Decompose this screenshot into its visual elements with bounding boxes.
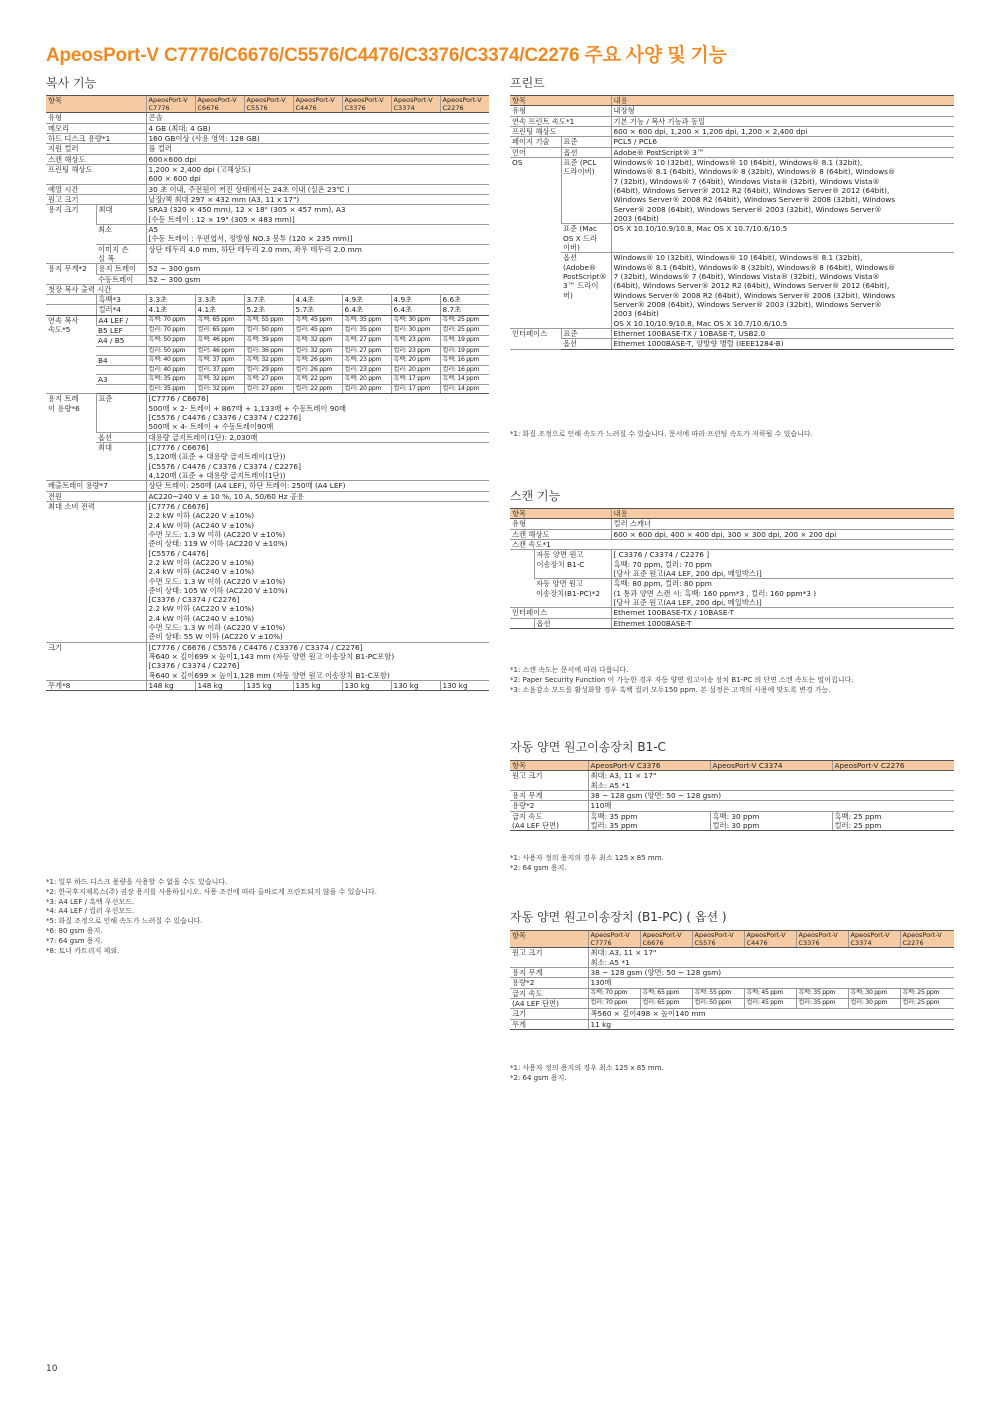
table-row: 스캔 속도*1 bbox=[510, 539, 954, 549]
table-row: 유형 컬러 스캐너 bbox=[510, 519, 954, 529]
b1pc-spec-table bbox=[510, 930, 954, 1030]
speed-label-line: 속도*5 bbox=[48, 325, 71, 335]
table-row: 스캔 해상도 600×600 dpi bbox=[46, 154, 489, 164]
speed-value-cell: 흑백: 39 ppm bbox=[244, 336, 293, 346]
table-row: 스캔 해상도 600 × 600 dpi, 400 × 400 dpi, 300 × 300 dpi, 200 × 200 dpi bbox=[510, 529, 954, 539]
table-row: 급지 속도 (A4 LEF 단면) 흑백: 35 ppm 컬러: 35 ppm 흑백: 30 ppm 컬러: 30 ppm 흑백: 25 ppm 컬러: 25 ppm bbox=[510, 811, 954, 831]
value-cell: 컬러: 65 ppm bbox=[640, 998, 692, 1008]
value-cell: 컬러: 70 ppm bbox=[588, 998, 640, 1008]
model-header-cell: ApeosPort-V C3374 bbox=[391, 96, 440, 113]
table-row bbox=[46, 375, 489, 385]
speed-value-cell: 컬러: 40 ppm bbox=[146, 366, 195, 375]
header-cell: 항목 bbox=[510, 931, 588, 948]
text-line: 7 (32bit), Windows® 7 (64bit), Windows Vista® (32bit), Windows Vista® bbox=[613, 271, 880, 281]
table-row: 용량*2 110매 bbox=[510, 801, 954, 811]
speed-value-cell: 흑백: 32 ppm bbox=[293, 336, 342, 346]
text-line: Windows® 8.1 (64bit), Windows® 8 (32bit), Windows® 8 (64bit), Windows® bbox=[613, 167, 896, 177]
speed-value-cell: 흑백: 35 ppm bbox=[146, 375, 195, 385]
value-cell: 148 kg bbox=[195, 681, 244, 691]
table-row: 용량*2 130매 bbox=[510, 978, 954, 988]
table-row: 옵션 Ethernet 1000BASE-T, 양방향 병렬 (IEEE1284-B) bbox=[510, 339, 954, 349]
value-cell: 135 kg bbox=[293, 681, 342, 691]
table-row: 하드 디스크 용량*1 160 GB이상 (사용 영역: 128 GB) bbox=[46, 133, 489, 143]
table-row: 이미지 손 실 폭 상단 테두리 4.0 mm, 하단 테두리 2.0 mm, 좌우 테두리 2.0 mm bbox=[46, 244, 489, 264]
text-line: *1: 스캔 속도는 문서에 따라 다릅니다. bbox=[510, 666, 629, 674]
table-row: 용지 무게 38 ~ 128 gsm (양면: 50 ~ 128 gsm) bbox=[510, 790, 954, 800]
table-row: 인터페이스 Ethernet 100BASE-TX / 10BASE-T bbox=[510, 608, 954, 618]
table-row: 용지 무게 38 ~ 128 gsm (양면: 50 ~ 128 gsm) bbox=[510, 967, 954, 977]
speed-label-line: 연속 복사 bbox=[48, 315, 79, 325]
b1pc-table-header bbox=[510, 931, 954, 948]
table-row: 흑백*3 3.3초 3.3초 3.7초 4.4초 4.9초 4.9초 6.6초 bbox=[46, 295, 489, 305]
text-line: Windows Server® 2008 R2 (64bit), Windows Server® 2008 (32bit), Windows bbox=[613, 195, 896, 205]
text-line: 2003 (64bit) bbox=[613, 213, 659, 223]
model-header-cell: ApeosPort-V C5576 bbox=[244, 96, 293, 113]
text-line: 2003 (64bit) bbox=[613, 309, 659, 319]
copy-footnotes bbox=[46, 878, 377, 956]
scan-table-header: 항목 내용 bbox=[510, 509, 954, 519]
text-line: *2: 64 gsm 용지. bbox=[510, 863, 567, 872]
model-header-cell: ApeosPort-V C3376 bbox=[796, 931, 848, 948]
speed-value-cell: 컬러: 19 ppm bbox=[440, 346, 489, 355]
header-cell: 항목 bbox=[46, 96, 146, 113]
text-line: *7: 64 gsm 용지. bbox=[46, 936, 103, 945]
value-cell: 흑백: 25 ppm bbox=[900, 988, 954, 998]
speed-value-cell: 컬러: 50 ppm bbox=[244, 326, 293, 336]
value-cell: 4.9초 bbox=[391, 295, 440, 305]
table-row bbox=[46, 366, 489, 375]
table-row bbox=[46, 385, 489, 394]
table-row: 전원 AC220~240 V ± 10 %, 10 A, 50/60 Hz 공용 bbox=[46, 491, 489, 501]
table-row: 옵션 Ethernet 1000BASE-T bbox=[510, 618, 954, 628]
paper-size-cell bbox=[96, 346, 146, 355]
table-row: 언어 옵션 Adobe® PostScript® 3™ bbox=[510, 147, 954, 157]
value-cell: 6.4초 bbox=[342, 305, 391, 315]
text-line: Windows® 10 (32bit), Windows® 10 (64bit), Windows® 8.1 (32bit), bbox=[613, 157, 863, 167]
scan-heading: 스캔 기능 bbox=[510, 489, 561, 503]
speed-value-cell: 컬러: 25 ppm bbox=[440, 326, 489, 336]
speed-value-cell: 흑백: 25 ppm bbox=[440, 315, 489, 325]
print-table-header: 항목 내용 bbox=[510, 96, 954, 106]
model-header-cell: ApeosPort-V C2276 bbox=[900, 931, 954, 948]
model-header-cell: ApeosPort-V C6676 bbox=[195, 96, 244, 113]
text-line: 수면 모드: 1.3 W 이하 (AC220 V ±10%) bbox=[148, 623, 286, 633]
speed-value-cell: 컬러: 14 ppm bbox=[440, 385, 489, 394]
value-cell: 흑백: 70 ppm bbox=[588, 988, 640, 998]
speed-value-cell: 흑백: 23 ppm bbox=[391, 336, 440, 346]
value-cell: 5.7초 bbox=[293, 305, 342, 315]
text-line: 준비 상태: 119 W 이하 (AC220 V ±10%) bbox=[148, 539, 288, 549]
paper-size-cell: B4 bbox=[96, 355, 146, 365]
page-title: ApeosPort-V C7776/C6676/C5576/C4476/C3376/C3374/C2276 주요 사양 및 기능 bbox=[46, 45, 727, 66]
speed-value-cell: 컬러: 70 ppm bbox=[146, 326, 195, 336]
text-line: *1: 사용자 정의 용지의 경우 최소 125 x 85 mm. bbox=[510, 1064, 664, 1072]
text-line: *2: 64 gsm 용지. bbox=[510, 1073, 567, 1082]
copy-spec-table bbox=[46, 95, 489, 691]
model-header-cell: ApeosPort-V C4476 bbox=[293, 96, 342, 113]
copy-heading: 복사 기능 bbox=[46, 76, 97, 90]
print-heading: 프린트 bbox=[510, 76, 545, 90]
table-row bbox=[46, 346, 489, 355]
value-cell: 6.4초 bbox=[391, 305, 440, 315]
speed-value-cell: 흑백: 20 ppm bbox=[342, 375, 391, 385]
table-row: 용지 크기 최대 SRA3 (320 × 450 mm), 12 × 18" (305 × 457 mm), A3 [수동 트레이 : 12 × 19" (305 × 483 mm)] bbox=[46, 205, 489, 225]
text-line: 2.2 kW 이하 (AC220 V ±10%) bbox=[148, 557, 255, 567]
speed-value-cell: 컬러: 16 ppm bbox=[440, 366, 489, 375]
table-row: 유형 콘솔 bbox=[46, 113, 489, 123]
text-line: 2.2 kW 이하 (AC220 V ±10%) bbox=[148, 604, 255, 614]
value-cell: 컬러: 35 ppm bbox=[796, 998, 848, 1008]
scan-spec-table bbox=[510, 508, 954, 629]
text-line: 7 (32bit), Windows® 7 (64bit), Windows Vista® (32bit), Windows Vista® bbox=[613, 176, 880, 186]
value-cell: 컬러: 30 ppm bbox=[848, 998, 900, 1008]
table-row: 컬러*4 4.1초 4.1초 5.2초 5.7초 6.4초 6.4초 8.7초 bbox=[46, 305, 489, 315]
table-row: 지원 컬러 풀 컬러 bbox=[46, 144, 489, 154]
speed-value-cell: 컬러: 27 ppm bbox=[342, 346, 391, 355]
table-row bbox=[46, 326, 489, 336]
text-line: *8: 토너 카트리지 제외. bbox=[46, 946, 120, 955]
model-header-cell: ApeosPort-V C6676 bbox=[640, 931, 692, 948]
table-row: 무게 11 kg bbox=[510, 1019, 954, 1029]
text-line: 준비 상태: 55 W 이하 (AC220 V ±10%) bbox=[148, 632, 283, 642]
table-row: 자동 양면 원고 이송장치(B1-PC)*2 흑백: 80 ppm, 컬러: 80 ppm (1 통과 양면 스캔 시: 흑백: 160 ppm*3 , 컬러: 160 ppm*3 ) [당사 표준 원고(A4 LEF, 200 dpi, 메일박스)] bbox=[510, 579, 954, 608]
table-row: 인터페이스 표준 Ethernet 100BASE-TX / 10BASE-T, USB2.0 bbox=[510, 328, 954, 338]
table-row: 원고 크기 낱장/책 최대 297 × 432 mm (A3, 11 x 17") bbox=[46, 194, 489, 204]
model-header-cell: ApeosPort-V C3374 bbox=[848, 931, 900, 948]
speed-value-cell: 흑백: 35 ppm bbox=[342, 315, 391, 325]
speed-value-cell: 흑백: 30 ppm bbox=[391, 315, 440, 325]
table-row: 예열 시간 30 초 이내, 주전원이 켜진 상태에서는 24초 이내 (실온 23℃ ) bbox=[46, 184, 489, 194]
value-cell: 흑백: 45 ppm bbox=[744, 988, 796, 998]
text-line: 2.4 kW 이하 (AC240 V ±10%) bbox=[148, 613, 255, 623]
speed-value-cell: 컬러: 65 ppm bbox=[195, 326, 244, 336]
value-cell: 6.6초 bbox=[440, 295, 489, 305]
value-cell: 컬러: 50 ppm bbox=[692, 998, 744, 1008]
table-row: 크기 폭560 × 깊이498 × 높이140 mm bbox=[510, 1009, 954, 1019]
paper-size-cell bbox=[96, 385, 146, 394]
speed-value-cell: 컬러: 23 ppm bbox=[391, 346, 440, 355]
table-row: 용지 무게*2 용지 트레이 52 ~ 300 gsm bbox=[46, 264, 489, 274]
speed-value-cell: 흑백: 20 ppm bbox=[391, 355, 440, 365]
value-cell: 135 kg bbox=[244, 681, 293, 691]
table-row: 자동 양면 원고 이송장치 B1-C [ C3376 / C3374 / C2276 ] 흑백: 70 ppm, 컬러: 70 ppm [당사 표준 원고(A4 LEF, 200 dpi, 메일박스)] bbox=[510, 550, 954, 579]
page-number: 10 bbox=[46, 1364, 58, 1374]
model-header-cell: ApeosPort-V C7776 bbox=[588, 931, 640, 948]
text-line: 준비 상태: 105 W 이하 (AC220 V ±10%) bbox=[148, 585, 288, 595]
speed-value-cell: 컬러: 36 ppm bbox=[244, 346, 293, 355]
speed-value-cell: 흑백: 46 ppm bbox=[195, 336, 244, 346]
text-line: *3: A4 LEF / 흑백 우선모드. bbox=[46, 897, 135, 906]
speed-value-cell: 흑백: 45 ppm bbox=[293, 315, 342, 325]
speed-value-cell: 컬러: 30 ppm bbox=[391, 326, 440, 336]
table-row: 옵션 대용량 급지트레이(1단): 2,030매 bbox=[46, 432, 489, 442]
speed-value-cell: 컬러: 32 ppm bbox=[293, 346, 342, 355]
text-line: *1: 일부 하드 디스크 용량을 사용할 수 없을 수도 있습니다. bbox=[46, 878, 228, 886]
table-row: OS 표준 (PCL 드라이버) Windows® 10 (32bit), Windows® 10 (64bit), Windows® 8.1 (32bit), Windows® 8.1 (64bit), Windows® 8 (32bit), Windows® 8 (64bit), Windows® 7 (32bit), Windows® 7 (64bit), Windows Vista® (32bit), Windows Vista® (64bit), Windows Server® 2012 R2 (64bit), Windows Server® 2012 (64bit), Windows Server® 2008 R2 (64bit), Windows Server® 2008 (32bit), Windows Server® 2008 (64bit), Windows Server® 2003 (32bit), Windows Server® 2003 (64bit) bbox=[510, 157, 954, 223]
table-row: 최소 A5 [수동 트레이 : 우편엽서, 정방형 NO.3 봉투 (120 × 235 mm)] bbox=[46, 224, 489, 244]
table-row: 페이지 기술 표준 PCL5 / PCL6 bbox=[510, 137, 954, 147]
text-line: *2: Paper Security Function 이 가능한 경우 자동 양면 원고이송 장치 B1-PC 의 단면 스캔 속도는 떨어집니다. bbox=[510, 675, 854, 684]
value-cell: 컬러: 45 ppm bbox=[744, 998, 796, 1008]
text-line: (64bit), Windows Server® 2012 R2 (64bit), Windows Server® 2012 (64bit), bbox=[613, 281, 890, 291]
speed-value-cell: 흑백: 14 ppm bbox=[440, 375, 489, 385]
table-row bbox=[46, 336, 489, 346]
table-row: 유형 내장형 bbox=[510, 106, 954, 116]
b1c-spec-table bbox=[510, 760, 954, 831]
speed-value-cell: 컬러: 45 ppm bbox=[293, 326, 342, 336]
speed-value-cell: 흑백: 27 ppm bbox=[342, 336, 391, 346]
speed-value-cell: 흑백: 26 ppm bbox=[293, 355, 342, 365]
table-row: 원고 크기 최대: A3, 11 × 17" 최소: A5 *1 bbox=[510, 771, 954, 791]
scan-footnotes bbox=[510, 666, 853, 695]
b1c-table-header: 항목 ApeosPort-V C3376 ApeosPort-V C3374 ApeosPort-V C2276 bbox=[510, 761, 954, 771]
paper-size-cell: A4 LEF / bbox=[96, 315, 146, 325]
speed-value-cell: 흑백: 16 ppm bbox=[440, 355, 489, 365]
paper-size-cell: A4 / B5 bbox=[96, 336, 146, 346]
speed-value-cell: 컬러: 20 ppm bbox=[391, 366, 440, 375]
table-row: 급지 속도 흑백: 70 ppm 흑백: 65 ppm 흑백: 55 ppm 흑백: 45 ppm 흑백: 35 ppm 흑백: 30 ppm 흑백: 25 ppm bbox=[510, 988, 954, 998]
print-spec-table bbox=[510, 95, 954, 350]
copy-table-header bbox=[46, 96, 489, 113]
text-line: Windows Server® 2008 R2 (64bit), Windows Server® 2008 (32bit), Windows bbox=[613, 290, 896, 300]
speed-value-cell: 컬러: 22 ppm bbox=[293, 385, 342, 394]
speed-value-cell: 흑백: 40 ppm bbox=[146, 355, 195, 365]
text-line: Windows® 8.1 (64bit), Windows® 8 (32bit), Windows® 8 (64bit), Windows® bbox=[613, 262, 896, 272]
text-line: Server® 2008 (64bit), Windows Server® 2003 (32bit), Windows Server® bbox=[613, 299, 882, 309]
value-cell: 148 kg bbox=[146, 681, 195, 691]
text-line: [C5576 / C4476] bbox=[148, 548, 209, 558]
value-cell: 4.1초 bbox=[195, 305, 244, 315]
table-row: 크기 [C7776 / C6676 / C5576 / C4476 / C3376 / C3374 / C2276] 폭640 × 깊이699 × 높이1,143 mm (자동 양면 원고 이송장치 B1-PC포함) [C3376 / C3374 / C2276] 폭640 × 깊이699 × 높이1,128 mm (자동 양면 원고 이송장치 B1-C포함) bbox=[46, 642, 489, 680]
table-row: 최대 [C7776 / C6676] 5,120매 (표준 + 대용량 급지트레이(1단)) [C5576 / C4476 / C3376 / C3374 / C2276] 4,120매 (표준 + 대용량 급지트레이(1단)) bbox=[46, 442, 489, 480]
text-line: 2.2 kW 이하 (AC220 V ±10%) bbox=[148, 511, 255, 521]
speed-value-cell: 흑백: 50 ppm bbox=[146, 336, 195, 346]
b1c-heading: 자동 양면 원고이송장치 B1-C bbox=[510, 740, 666, 754]
speed-value-cell: 흑백: 55 ppm bbox=[244, 315, 293, 325]
value-cell: 3.3초 bbox=[146, 295, 195, 305]
table-row: 옵션 (Adobe® PostScript® 3™ 드라이 버) Windows® 10 (32bit), Windows® 10 (64bit), Windows® 8.1 (32bit), Windows® 8.1 (64bit), Windows® 8 (32bit), Windows® 8 (64bit), Windows® 7 (32bit), Windows® 7 (64bit), Windows Vista® (32bit), Windows Vista® (64bit), Windows Server® 2012 R2 (64bit), Windows Server® 2012 (64bit), Windows Server® 2008 R2 (64bit), Windows Server® 2008 (32bit), Windows Server® 2008 (64bit), Windows Server® 2003 (32bit), Windows Server® 2003 (64bit) OS X 10.10/10.9/10.8, Mac OS X 10.7/10.6/10.5 bbox=[510, 253, 954, 329]
text-line: *1: 화질 조정으로 인해 속도가 느려질 수 있습니다. 문서에 따라 프린팅 속도가 저하될 수 있습니다. bbox=[510, 430, 813, 438]
value-cell: 5.2초 bbox=[244, 305, 293, 315]
paper-size-cell: A3 bbox=[96, 375, 146, 385]
value-cell: 흑백: 65 ppm bbox=[640, 988, 692, 998]
table-row: 원고 크기 최대: A3, 11 × 17" 최소: A5 *1 bbox=[510, 948, 954, 968]
speed-value-cell: 흑백: 65 ppm bbox=[195, 315, 244, 325]
speed-value-cell: 흑백: 27 ppm bbox=[244, 375, 293, 385]
print-footnotes bbox=[510, 430, 813, 440]
text-line: 수면 모드: 1.3 W 이하 (AC220 V ±10%) bbox=[148, 529, 286, 539]
table-row: 수동트레이 52 ~ 300 gsm bbox=[46, 274, 489, 284]
model-header-cell: ApeosPort-V C5576 bbox=[692, 931, 744, 948]
speed-value-cell: 컬러: 26 ppm bbox=[293, 366, 342, 375]
model-header-cell: ApeosPort-V C7776 bbox=[146, 96, 195, 113]
speed-value-cell: 컬러: 37 ppm bbox=[195, 366, 244, 375]
speed-value-cell: 컬러: 29 ppm bbox=[244, 366, 293, 375]
paper-size-cell: B5 LEF bbox=[96, 326, 146, 336]
speed-value-cell: 흑백: 70 ppm bbox=[146, 315, 195, 325]
table-row: 연속 프린트 속도*1 기본 기능 / 복사 기능과 동일 bbox=[510, 116, 954, 126]
value-cell: 130 kg bbox=[440, 681, 489, 691]
speed-value-cell: 흑백: 19 ppm bbox=[440, 336, 489, 346]
text-line: Windows® 10 (32bit), Windows® 10 (64bit), Windows® 8.1 (32bit), bbox=[613, 253, 863, 263]
value-cell: 4.1초 bbox=[146, 305, 195, 315]
speed-value-cell: 컬러: 46 ppm bbox=[195, 346, 244, 355]
speed-label bbox=[46, 315, 96, 393]
speed-value-cell: 컬러: 17 ppm bbox=[391, 385, 440, 394]
value-cell: 흑백: 30 ppm bbox=[848, 988, 900, 998]
value-cell: 8.7초 bbox=[440, 305, 489, 315]
table-row: 메모리 4 GB (최대: 4 GB) bbox=[46, 123, 489, 133]
text-line: *2: 한국후지제록스(주) 권장 용지를 사용하십시오. 사용 조건에 따라 올바르게 프린트되지 않을 수 있습니다. bbox=[46, 887, 377, 896]
text-line: *3: 소음감소 모드를 활성화할 경우 흑백 컬러 모두150 ppm. 본 설정은 고객의 사용에 맞도록 변경 가능. bbox=[510, 685, 831, 694]
speed-value-cell: 흑백: 32 ppm bbox=[195, 375, 244, 385]
text-line: [C7776 / C6676] bbox=[148, 501, 209, 511]
model-header-cell: ApeosPort-V C4476 bbox=[744, 931, 796, 948]
text-line: *1: 사용자 정의 용지의 경우 최소 125 x 85 mm. bbox=[510, 854, 664, 862]
b1pc-footnotes bbox=[510, 1064, 664, 1084]
table-row: 프린팅 해상도 600 × 600 dpi, 1,200 × 1,200 dpi, 1,200 × 2,400 dpi bbox=[510, 126, 954, 136]
speed-value-cell: 컬러: 23 ppm bbox=[342, 366, 391, 375]
text-line: 2.4 kW 이하 (AC240 V ±10%) bbox=[148, 567, 255, 577]
value-cell: 흑백: 35 ppm bbox=[796, 988, 848, 998]
speed-value-cell: 흑백: 17 ppm bbox=[391, 375, 440, 385]
model-header-cell: ApeosPort-V C2276 bbox=[440, 96, 489, 113]
table-row: 프린팅 해상도 1,200 × 2,400 dpi (고해상도) 600 × 600 dpi bbox=[46, 164, 489, 184]
speed-value-cell: 컬러: 50 ppm bbox=[146, 346, 195, 355]
speed-value-cell: 흑백: 23 ppm bbox=[342, 355, 391, 365]
text-line: *5: 화질 조정으로 인해 속도가 느려질 수 있습니다. bbox=[46, 917, 203, 926]
value-cell: 4.4초 bbox=[293, 295, 342, 305]
text-line: OS X 10.10/10.9/10.8, Mac OS X 10.7/10.6/10.5 bbox=[613, 318, 788, 328]
speed-value-cell: 흑백: 32 ppm bbox=[244, 355, 293, 365]
table-row: 최대 소비 전력 [C7776 / C6676] 2.2 kW 이하 (AC220 V ±10%) 2.4 kW 이하 (AC240 V ±10%) 수면 모드: 1.3 W 이하 (AC220 V ±10%) 준비 상태: 119 W 이하 (AC220 V ±10%) [C5576 / C4476] 2.2 kW 이하 (AC220 V ±10%) 2.4 kW 이하 (AC240 V ±10%) 수면 모드: 1.3 W 이하 (AC220 V ±10%) 준비 상태: 105 W 이하 (AC220 V ±10%) [C3376 / C3374 / C2276] 2.2 kW 이하 (AC220 V ±10%) 2.4 kW 이하 (AC240 V ±10%) 수면 모드: 1.3 W 이하 (AC220 V ±10%) 준비 상태: 55 W 이하 (AC220 V ±10%) bbox=[46, 501, 489, 642]
table-row bbox=[46, 355, 489, 365]
table-row: 무게*8 148 kg 148 kg 135 kg 135 kg 130 kg 130 kg 130 kg bbox=[46, 681, 489, 691]
table-row bbox=[46, 315, 489, 325]
value-cell: 3.3초 bbox=[195, 295, 244, 305]
speed-value-cell: 컬러: 32 ppm bbox=[195, 385, 244, 394]
value-cell: 130 kg bbox=[342, 681, 391, 691]
value-cell: 4.9초 bbox=[342, 295, 391, 305]
value-cell: 흑백: 55 ppm bbox=[692, 988, 744, 998]
speed-value-cell: 컬러: 20 ppm bbox=[342, 385, 391, 394]
speed-value-cell: 컬러: 35 ppm bbox=[146, 385, 195, 394]
value-cell: 130 kg bbox=[391, 681, 440, 691]
text-line: *4: A4 LEF / 컬러 우선모드. bbox=[46, 907, 135, 916]
b1c-footnotes bbox=[510, 854, 664, 874]
table-row: 용지 트레 이 용량*6 표준 [C7776 / C6676] 500매 × 2- 트레이 + 867매 + 1,133매 + 수동트레이 90매 [C5576 / C4476 / C3376 / C3374 / C2276] 500매 × 4- 트레이 + 수동트레이90매 bbox=[46, 394, 489, 432]
speed-value-cell: 컬러: 27 ppm bbox=[244, 385, 293, 394]
speed-value-cell: 컬러: 35 ppm bbox=[342, 326, 391, 336]
table-row: 표준 (Mac OS X 드라 이버) OS X 10.10/10.9/10.8, Mac OS X 10.7/10.6/10.5 bbox=[510, 224, 954, 253]
text-line: [C3376 / C3374 / C2276] bbox=[148, 595, 240, 605]
text-line: 수면 모드: 1.3 W 이하 (AC220 V ±10%) bbox=[148, 576, 286, 586]
b1pc-heading: 자동 양면 원고이송장치 (B1-PC) ( 옵션 ) bbox=[510, 910, 727, 924]
model-header-cell: ApeosPort-V C3376 bbox=[342, 96, 391, 113]
text-line: 2.4 kW 이하 (AC240 V ±10%) bbox=[148, 520, 255, 530]
table-row: 배출트레이 용량*7 상단 트레이: 250매 (A4 LEF), 하단 트레이: 250매 (A4 LEF) bbox=[46, 481, 489, 491]
value-cell: 컬러: 25 ppm bbox=[900, 998, 954, 1008]
text-line: *6: 80 gsm 용지. bbox=[46, 926, 103, 935]
text-line: (64bit), Windows Server® 2012 R2 (64bit), Windows Server® 2012 (64bit), bbox=[613, 185, 890, 195]
speed-value-cell: 흑백: 22 ppm bbox=[293, 375, 342, 385]
table-row: (A4 LEF 단면) 컬러: 70 ppm 컬러: 65 ppm 컬러: 50 ppm 컬러: 45 ppm 컬러: 35 ppm 컬러: 30 ppm 컬러: 25 ppm bbox=[510, 998, 954, 1008]
speed-value-cell: 흑백: 37 ppm bbox=[195, 355, 244, 365]
paper-size-cell bbox=[96, 366, 146, 375]
value-cell: 3.7초 bbox=[244, 295, 293, 305]
text-line: Server® 2008 (64bit), Windows Server® 2003 (32bit), Windows Server® bbox=[613, 204, 882, 214]
table-row: 첫장 복사 출력 시간 bbox=[46, 284, 489, 294]
